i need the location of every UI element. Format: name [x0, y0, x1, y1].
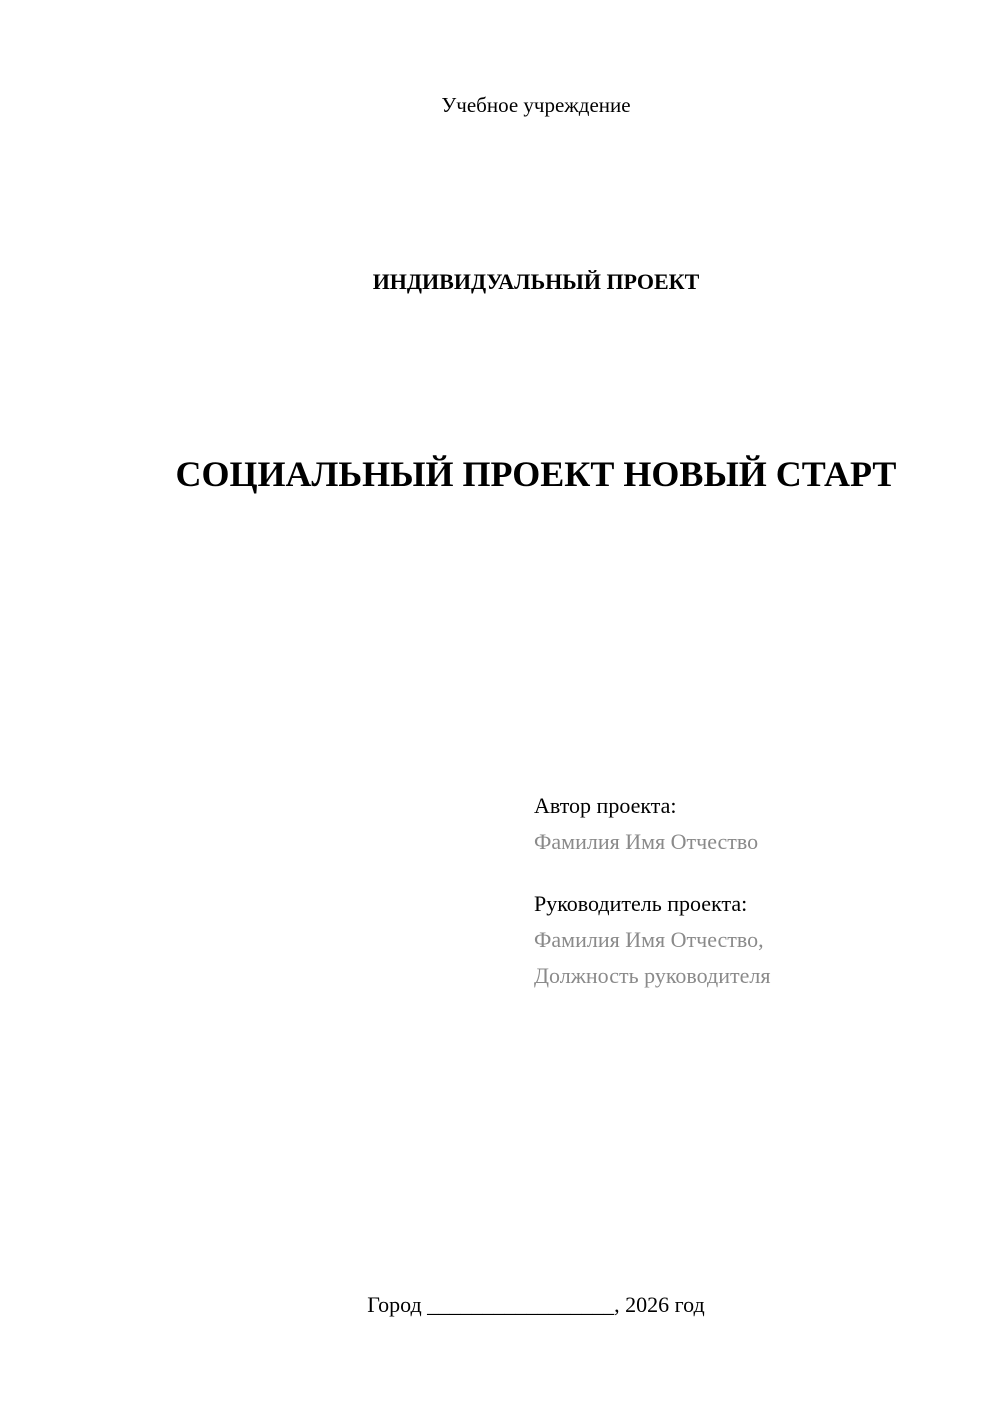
city-year-line: Город _________________, 2026 год: [367, 1292, 705, 1317]
document-title: СОЦИАЛЬНЫЙ ПРОЕКТ НОВЫЙ СТАРТ: [175, 454, 897, 494]
institution-name: Учебное учреждение: [441, 93, 631, 117]
author-label: Автор проекта:: [534, 793, 677, 818]
supervisor-name: Фамилия Имя Отчество,: [534, 927, 764, 952]
signature-spacer: [534, 860, 974, 886]
signature-block: [534, 788, 974, 994]
author-name: Фамилия Имя Отчество: [534, 829, 759, 854]
supervisor-position: Должность руководителя: [534, 963, 771, 988]
document-type: ИНДИВИДУАЛЬНЫЙ ПРОЕКТ: [372, 269, 700, 294]
supervisor-label: Руководитель проекта:: [534, 891, 748, 916]
